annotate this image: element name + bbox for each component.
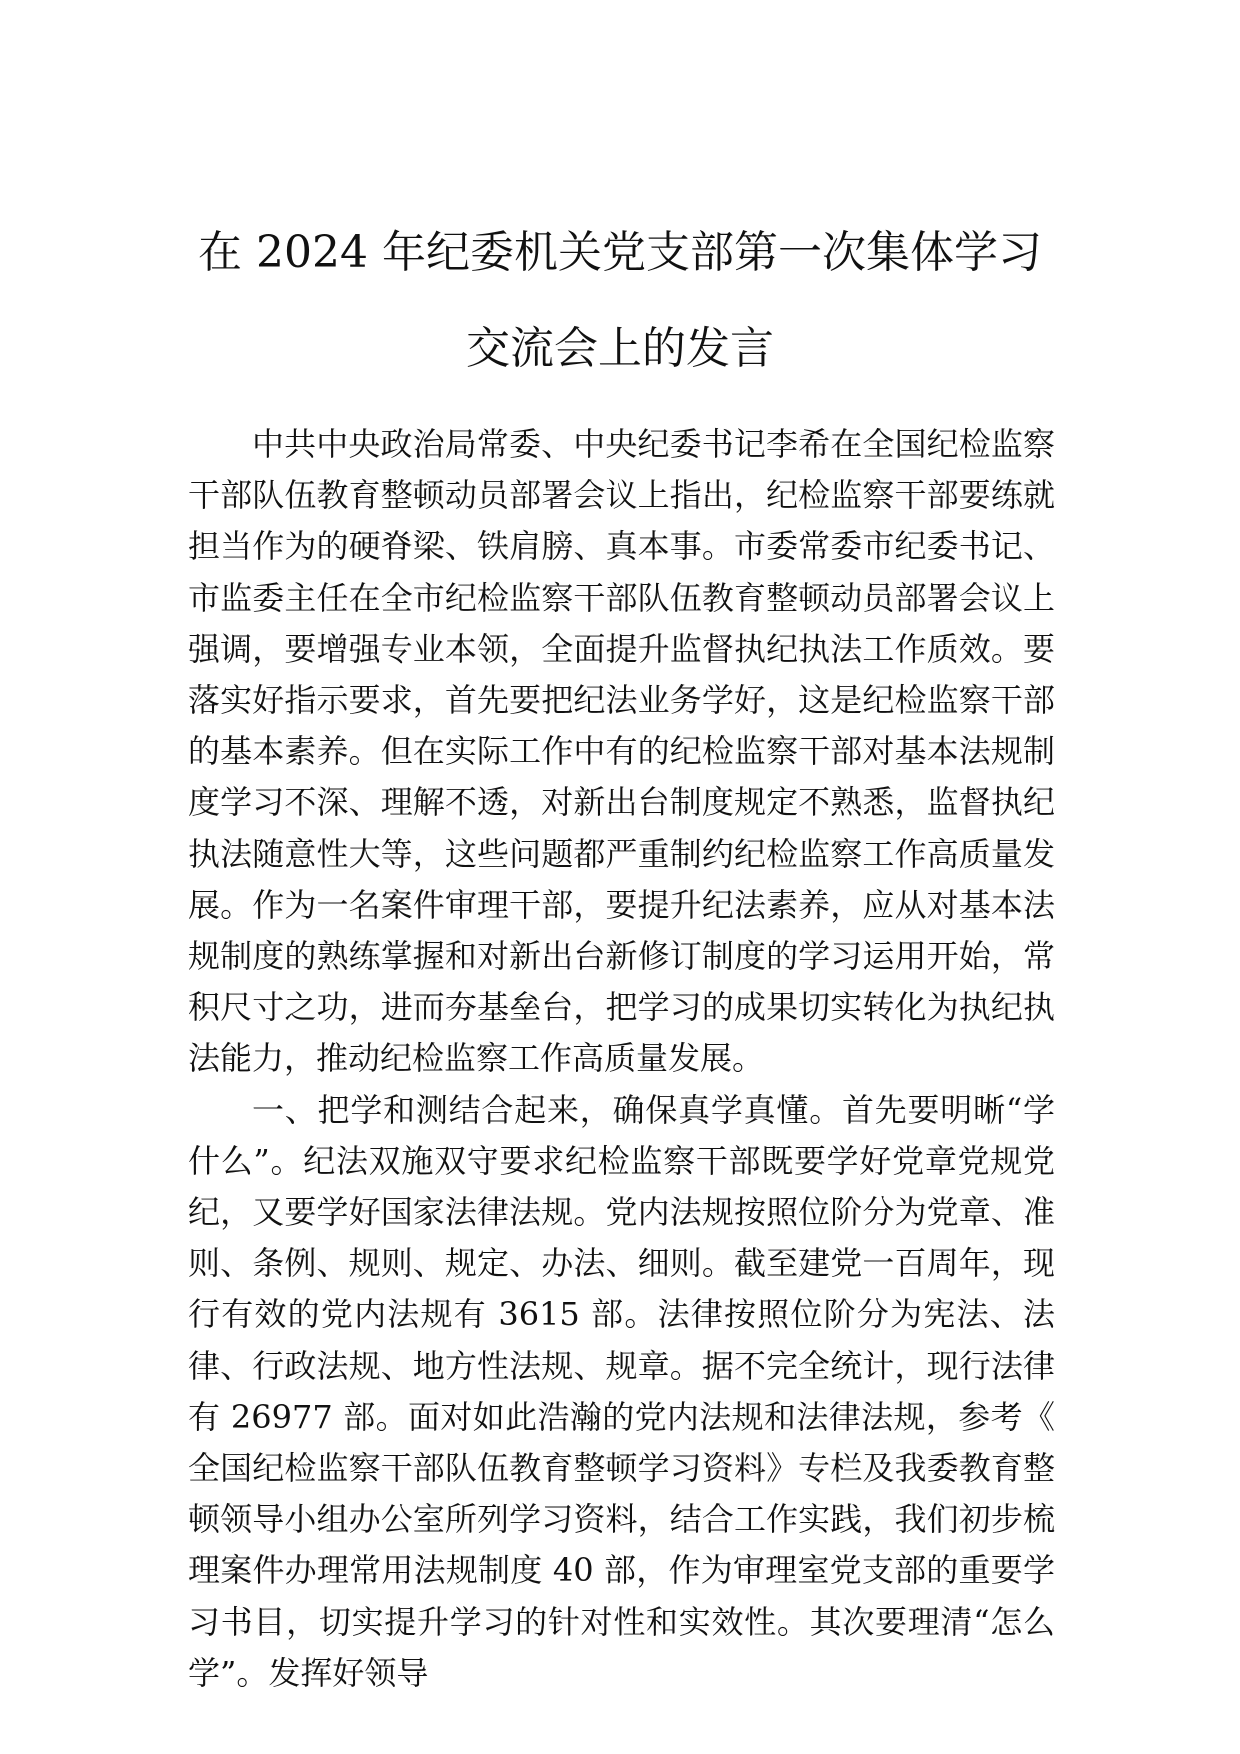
body-paragraph-section-1: 一、把学和测结合起来，确保真学真懂。首先要明晰“学什么”。纪法双施双守要求纪检监察干部既要学好党章党规党纪，又要学好国家法律法规。党内法规按照位阶分为党章、准则、条例、规则、规定、办法、细则。截至建党一百周年，现行有效的党内法规有 3615 部。法律按照位阶分为宪法、法律、行政法规、地方性法规、规章。据不完全统计，现行法律有 26977 部。面对如此浩瀚的党内法规和法律法规，参考《全国纪检监察干部队伍教育整顿学习资料》专栏及我委教育整顿领导小组办公室所列学习资料，结合工作实践，我们初步梳理案件办理常用法规制度 40 部，作为审理室党支部的重要学习书目，切实提升学习的针对性和实效性。其次要理清“怎么学”。发挥好领导	[188, 1090, 1055, 1692]
document-title-line-2: 交流会上的发言	[466, 323, 774, 374]
document-title	[150, 205, 1090, 397]
document-body	[188, 419, 1055, 1699]
body-paragraph-intro: 中共中央政治局常委、中央纪委书记李希在全国纪检监察干部队伍教育整顿动员部署会议上指出，纪检监察干部要练就担当作为的硬脊梁、铁肩膀、真本事。市委常委市纪委书记、市监委主任在全市纪检监察干部队伍教育整顿动员部署会议上强调，要增强专业本领，全面提升监督执纪执法工作质效。要落实好指示要求，首先要把纪法业务学好，这是纪检监察干部的基本素养。但在实际工作中有的纪检监察干部对基本法规制度学习不深、理解不透，对新出台制度规定不熟悉，监督执纪执法随意性大等，这些问题都严重制约纪检监察工作高质量发展。作为一名案件审理干部，要提升纪法素养，应从对基本法规制度的熟练掌握和对新出台新修订制度的学习运用开始，常积尺寸之功，进而夯基垒台，把学习的成果切实转化为执纪执法能力，推动纪检监察工作高质量发展。	[188, 425, 1055, 1078]
document-title-line-1: 在 2024 年纪委机关党支部第一次集体学习	[198, 227, 1042, 278]
